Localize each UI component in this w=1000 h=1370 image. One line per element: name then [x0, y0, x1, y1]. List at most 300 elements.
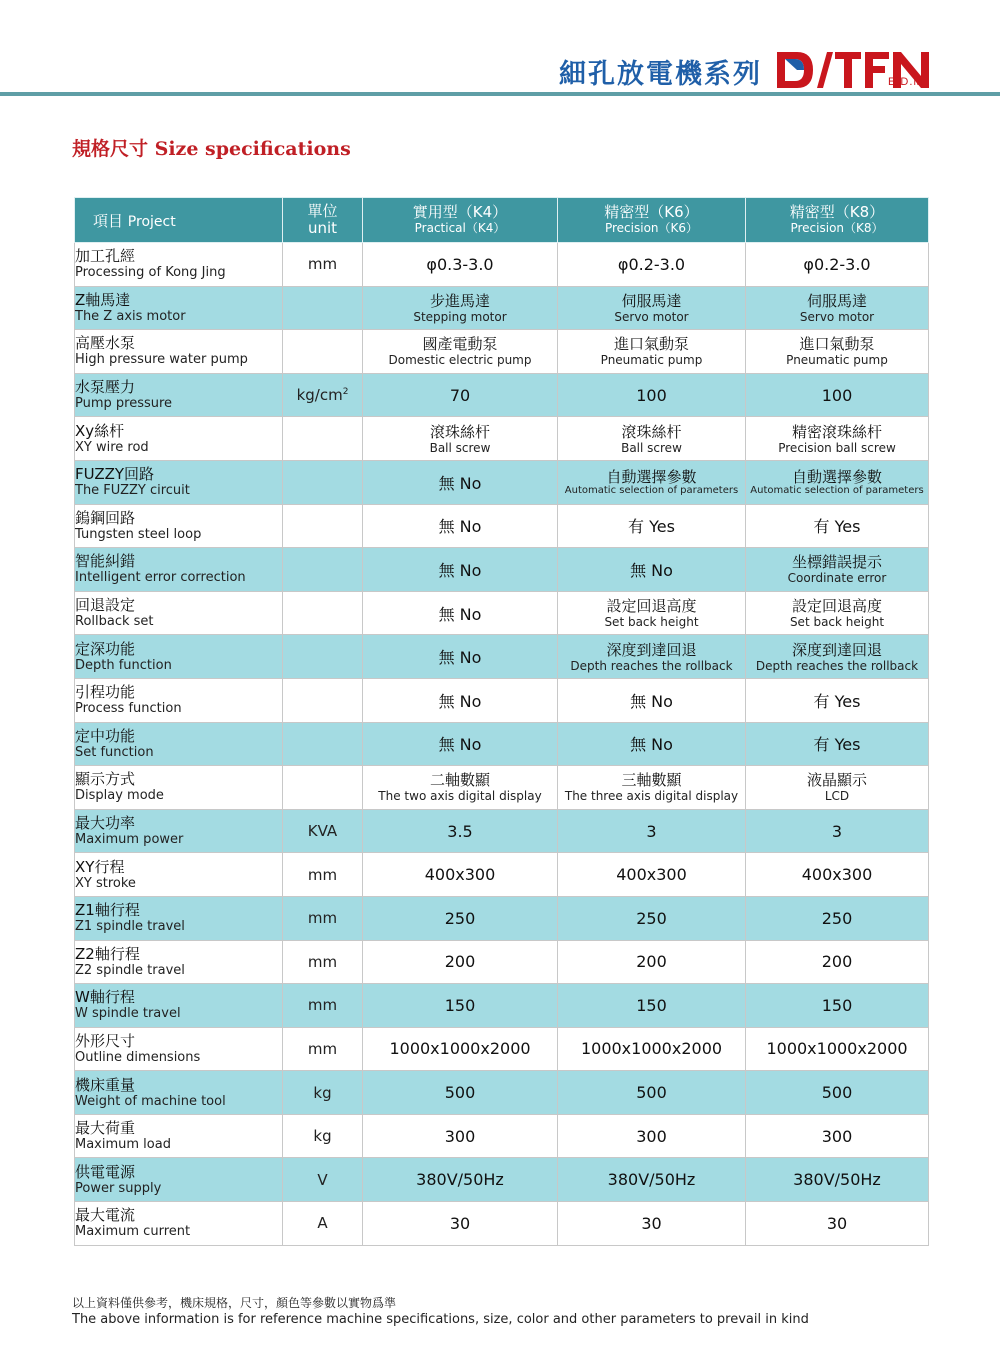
row-value-cell-k4	[363, 1202, 558, 1246]
row-value: 500	[444, 1083, 476, 1103]
table-row	[75, 766, 929, 810]
header-unit-en: unit	[307, 219, 338, 237]
row-unit-cell	[283, 548, 363, 592]
row-value: 150	[444, 995, 476, 1015]
row-unit-cell	[283, 591, 363, 635]
row-item-cn: 外形尺寸	[75, 1031, 136, 1050]
row-value: 150	[636, 995, 667, 1015]
row-item-en: The Z axis motor	[75, 308, 186, 324]
row-value: φ0.2-3.0	[803, 254, 871, 274]
row-item-cell	[75, 635, 283, 679]
header-k8-cn: 精密型（K8）	[789, 203, 885, 221]
row-value-cell-k6	[558, 504, 746, 548]
table-row	[75, 1114, 929, 1158]
header-divider	[0, 92, 1000, 96]
row-item-cell	[75, 548, 283, 592]
row-value-cell-k8	[746, 678, 929, 722]
row-item-cell	[75, 984, 283, 1028]
table-row	[75, 286, 929, 330]
row-value: 200	[636, 952, 667, 972]
row-value-cell-k6	[558, 417, 746, 461]
row-value-en: Coordinate error	[787, 571, 887, 586]
footer-note	[72, 1295, 809, 1329]
table-row	[75, 243, 929, 287]
header-project-cn: 項目	[93, 211, 124, 230]
row-value-cell-k6	[558, 678, 746, 722]
row-unit-cell	[283, 896, 363, 940]
row-value-cn: 坐標錯誤提示	[791, 553, 882, 572]
row-value-cell-k8	[746, 984, 929, 1028]
row-value: 380V/50Hz	[793, 1170, 881, 1190]
row-item-cell	[75, 853, 283, 897]
header-k4	[363, 198, 558, 243]
row-unit-cell	[283, 373, 363, 417]
row-unit-cell	[283, 1158, 363, 1202]
row-unit: mm	[307, 255, 338, 274]
table-row	[75, 635, 929, 679]
row-item-en: The FUZZY circuit	[75, 483, 190, 499]
row-unit-cell	[283, 460, 363, 504]
row-value: 100	[636, 385, 667, 405]
row-value-cell-k4	[363, 766, 558, 810]
row-value-en: Pneumatic pump	[600, 353, 703, 368]
row-item-cn: 加工孔經	[75, 247, 136, 266]
row-item-cn: 最大電流	[75, 1206, 136, 1225]
row-value-cell-k6	[558, 1027, 746, 1071]
row-value-cell-k8	[746, 722, 929, 766]
row-value: 無 No	[438, 560, 482, 580]
row-value-cell-k8	[746, 243, 929, 287]
header-k6-cn: 精密型（K6）	[604, 203, 699, 221]
row-value: 200	[821, 952, 853, 972]
row-value-cn: 液晶顯示	[806, 771, 867, 790]
row-unit: mm	[307, 1039, 338, 1058]
row-value-cell-k4	[363, 504, 558, 548]
row-value-cn: 設定回退高度	[606, 597, 697, 616]
row-value: 30	[641, 1213, 662, 1233]
row-item-cell	[75, 940, 283, 984]
row-item-cell	[75, 286, 283, 330]
row-unit-cell	[283, 722, 363, 766]
row-item-cell	[75, 1114, 283, 1158]
table-row	[75, 417, 929, 461]
row-item-en: W spindle travel	[75, 1006, 181, 1022]
row-value-en: Set back height	[604, 615, 699, 630]
table-row	[75, 504, 929, 548]
row-value-cell-k8	[746, 1071, 929, 1115]
row-item-en: Maximum current	[75, 1224, 191, 1240]
row-item-en: Weight of machine tool	[75, 1093, 226, 1109]
row-value-cell-k8	[746, 1027, 929, 1071]
row-value-cell-k8	[746, 417, 929, 461]
row-value: 無 No	[438, 604, 482, 624]
row-item-cn: 回退設定	[75, 596, 136, 615]
row-value: 150	[821, 995, 853, 1015]
row-value-cn: 精密滾珠絲杆	[791, 422, 882, 441]
row-value-cell-k6	[558, 548, 746, 592]
row-value-cell-k6	[558, 1114, 746, 1158]
row-value-en: Depth reaches the rollback	[755, 658, 919, 673]
row-value-cell-k4	[363, 243, 558, 287]
row-value: 380V/50Hz	[607, 1170, 696, 1190]
row-item-cell	[75, 722, 283, 766]
footer-note-en: The above information is for reference machine specifications, size, color and other parameters to prevail in kind	[72, 1312, 809, 1327]
row-value-cell-k4	[363, 1027, 558, 1071]
row-unit: A	[317, 1214, 328, 1233]
row-value: 無 No	[630, 560, 673, 580]
row-item-en: Z2 spindle travel	[75, 962, 185, 978]
row-value-cn: 深度到達回退	[791, 640, 882, 659]
row-item-cell	[75, 591, 283, 635]
row-value-cell-k4	[363, 940, 558, 984]
row-value: 3	[831, 821, 843, 841]
row-unit-cell	[283, 504, 363, 548]
row-value-en: Servo motor	[799, 309, 875, 324]
row-item-cell	[75, 330, 283, 374]
row-value: 30	[826, 1213, 848, 1233]
spec-table	[74, 197, 929, 1246]
row-item-cell	[75, 504, 283, 548]
row-value-cell-k8	[746, 635, 929, 679]
row-value: 250	[636, 908, 667, 928]
table-row	[75, 678, 929, 722]
row-unit-cell	[283, 286, 363, 330]
table-row	[75, 896, 929, 940]
row-item-cn: 顯示方式	[75, 770, 136, 789]
row-value-cell-k8	[746, 1158, 929, 1202]
row-value-cell-k6	[558, 984, 746, 1028]
row-value-cell-k4	[363, 330, 558, 374]
row-unit: mm	[307, 996, 338, 1015]
row-unit-cell	[283, 853, 363, 897]
row-item-en: XY stroke	[75, 875, 136, 891]
row-value-cn: 設定回退高度	[791, 597, 882, 616]
row-value-en: Domestic electric pump	[388, 353, 532, 368]
row-value-en: Ball screw	[621, 440, 682, 455]
table-row	[75, 1027, 929, 1071]
header-project	[75, 198, 283, 243]
row-unit: mm	[307, 952, 338, 971]
row-unit-cell	[283, 635, 363, 679]
row-unit-cell	[283, 1071, 363, 1115]
row-value: 1000x1000x2000	[389, 1039, 531, 1059]
row-value-cn: 伺服馬達	[621, 291, 682, 310]
row-item-en: Intelligent error correction	[75, 570, 246, 586]
row-value-cell-k6	[558, 853, 746, 897]
row-item-cn: 機床重量	[75, 1075, 136, 1094]
section-title: 規格尺寸 Size specifications	[72, 138, 351, 160]
table-row	[75, 591, 929, 635]
row-value-en: Set back height	[789, 615, 885, 630]
row-item-cn: 定中功能	[75, 726, 136, 745]
row-value: 無 No	[438, 648, 482, 668]
row-value-cn: 國產電動泵	[422, 335, 498, 354]
table-row	[75, 460, 929, 504]
row-item-cn: 供電電源	[75, 1162, 136, 1181]
header-unit-cn: 單位	[307, 202, 338, 220]
row-value-cell-k8	[746, 504, 929, 548]
row-value: 無 No	[438, 517, 482, 537]
row-value-cell-k6	[558, 330, 746, 374]
row-value-cell-k6	[558, 1158, 746, 1202]
row-item-en: Process function	[75, 701, 182, 717]
row-value-cell-k6	[558, 591, 746, 635]
row-value-cell-k8	[746, 286, 929, 330]
row-item-en: Rollback set	[75, 614, 154, 630]
row-value: 300	[636, 1126, 667, 1146]
row-value-cell-k8	[746, 896, 929, 940]
row-value-cell-k4	[363, 548, 558, 592]
row-unit-cell	[283, 1202, 363, 1246]
row-value: 500	[821, 1083, 853, 1103]
row-value-cell-k6	[558, 896, 746, 940]
row-value: 1000x1000x2000	[766, 1039, 908, 1059]
row-value-cell-k6	[558, 940, 746, 984]
row-value: 有 Yes	[813, 517, 861, 537]
row-value-cell-k8	[746, 330, 929, 374]
row-value-cn: 自動選擇參數	[791, 468, 882, 487]
row-value-cell-k8	[746, 1114, 929, 1158]
row-item-cell	[75, 1158, 283, 1202]
table-row	[75, 373, 929, 417]
row-value: φ0.3-3.0	[426, 254, 494, 274]
row-value-cn: 進口氣動泵	[613, 335, 689, 354]
row-unit-cell	[283, 678, 363, 722]
table-row	[75, 1071, 929, 1115]
row-value-cell-k6	[558, 1202, 746, 1246]
row-value: 400x300	[616, 865, 687, 885]
row-value: 無 No	[630, 735, 673, 755]
row-unit-cell	[283, 809, 363, 853]
row-item-en: Depth function	[75, 657, 172, 673]
row-value: φ0.2-3.0	[617, 254, 686, 274]
row-value-en: LCD	[824, 789, 850, 804]
footer-note-cn: 以上資料僅供參考，機床規格，尺寸，顏色等參數以實物爲準	[72, 1296, 397, 1310]
row-value-cell-k4	[363, 1071, 558, 1115]
row-item-cn: Z軸馬達	[75, 290, 131, 309]
table-row	[75, 809, 929, 853]
row-value-cn: 滾珠絲杆	[621, 422, 682, 441]
row-unit: kg/cm	[296, 386, 343, 405]
row-value-cn: 步進馬達	[429, 291, 490, 310]
row-item-cell	[75, 1027, 283, 1071]
row-item-en: Outline dimensions	[75, 1049, 201, 1065]
row-unit: kg	[313, 1127, 332, 1146]
row-value-cn: 深度到達回退	[606, 640, 697, 659]
row-item-cn: Z1軸行程	[75, 901, 140, 920]
row-value-cell-k4	[363, 984, 558, 1028]
row-value: 30	[449, 1213, 471, 1233]
row-item-cn: W軸行程	[75, 988, 135, 1007]
row-item-en: Pump pressure	[75, 396, 173, 412]
row-unit-cell	[283, 330, 363, 374]
row-item-cell	[75, 417, 283, 461]
table-row	[75, 330, 929, 374]
row-unit-cell	[283, 766, 363, 810]
row-unit: V	[317, 1170, 328, 1189]
table-row	[75, 940, 929, 984]
row-item-cn: 水泵壓力	[75, 378, 136, 397]
row-value-cell-k8	[746, 853, 929, 897]
row-unit-cell	[283, 1114, 363, 1158]
row-item-en: Processing of Kong Jing	[75, 265, 226, 281]
row-value-cell-k4	[363, 417, 558, 461]
header-unit	[283, 198, 363, 243]
row-value-cell-k4	[363, 853, 558, 897]
row-value-cn: 滾珠絲杆	[429, 422, 490, 441]
row-item-cell	[75, 1202, 283, 1246]
row-value-cell-k6	[558, 1071, 746, 1115]
row-value: 380V/50Hz	[416, 1170, 504, 1190]
row-value-cell-k4	[363, 286, 558, 330]
table-row	[75, 722, 929, 766]
row-value-cell-k8	[746, 940, 929, 984]
row-value-en: Servo motor	[614, 309, 689, 324]
row-value-en: Depth reaches the rollback	[570, 658, 733, 673]
row-item-cn: 高壓水泵	[75, 334, 136, 353]
row-item-en: Tungsten steel loop	[75, 526, 202, 542]
row-value: 無 No	[438, 735, 482, 755]
row-value: 500	[636, 1083, 667, 1103]
row-value-cn: 伺服馬達	[806, 291, 867, 310]
table-row	[75, 1202, 929, 1246]
row-value-cell-k4	[363, 722, 558, 766]
row-value-en: Pneumatic pump	[786, 353, 888, 368]
row-item-en: High pressure water pump	[75, 352, 248, 368]
row-value: 200	[444, 952, 476, 972]
row-value-cell-k6	[558, 373, 746, 417]
row-item-cn: 最大荷重	[75, 1119, 136, 1138]
row-value: 70	[449, 385, 471, 405]
row-item-cn: 定深功能	[75, 639, 136, 658]
row-value: 400x300	[801, 865, 873, 885]
row-value-en: The two axis digital display	[378, 789, 542, 804]
row-value: 有 Yes	[813, 735, 861, 755]
row-unit-cell	[283, 243, 363, 287]
row-value-en: Ball screw	[429, 440, 491, 455]
row-value-cell-k4	[363, 1158, 558, 1202]
row-value-cell-k4	[363, 460, 558, 504]
table-row	[75, 1158, 929, 1202]
row-value-cn: 三軸數顯	[621, 771, 682, 790]
row-item-cell	[75, 373, 283, 417]
row-value: 無 No	[630, 691, 673, 711]
row-unit: mm	[307, 909, 338, 928]
row-item-en: Z1 spindle travel	[75, 919, 185, 935]
row-unit-cell	[283, 984, 363, 1028]
row-value-cell-k4	[363, 1114, 558, 1158]
row-item-cell	[75, 678, 283, 722]
row-value-cell-k4	[363, 896, 558, 940]
row-value-en: The three axis digital display	[564, 789, 739, 804]
row-item-cn: 最大功率	[75, 814, 136, 833]
row-value-cn: 二軸數顯	[429, 771, 490, 790]
row-value-cell-k4	[363, 809, 558, 853]
row-item-cell	[75, 896, 283, 940]
row-value: 1000x1000x2000	[580, 1039, 723, 1059]
row-value-en: Precision ball screw	[778, 440, 896, 455]
row-item-cn: XY行程	[75, 857, 125, 876]
row-value-cell-k4	[363, 373, 558, 417]
row-value-cell-k4	[363, 635, 558, 679]
row-value-cell-k6	[558, 243, 746, 287]
row-item-cn: 引程功能	[75, 683, 136, 702]
row-value-cell-k6	[558, 722, 746, 766]
header-k8-en: Precision（K8）	[790, 221, 884, 235]
row-value-cn: 自動選擇參數	[606, 468, 697, 487]
page-header	[0, 0, 1000, 98]
row-item-en: Set function	[75, 744, 154, 760]
row-item-cn: Z2軸行程	[75, 944, 140, 963]
row-item-en: Display mode	[75, 788, 164, 804]
row-value: 250	[444, 908, 476, 928]
header-k4-en: Practical（K4）	[414, 221, 506, 235]
header-k6	[558, 198, 746, 243]
row-value-cell-k8	[746, 1202, 929, 1246]
brand-series-title: 細孔放電機系列	[559, 59, 762, 90]
row-value: 400x300	[424, 865, 496, 885]
row-unit-superscript: 2	[342, 387, 349, 398]
row-value-en: Automatic selection of parameters	[564, 485, 739, 497]
row-value-cell-k8	[746, 548, 929, 592]
row-unit: KVA	[307, 822, 338, 841]
row-value-cell-k4	[363, 678, 558, 722]
table-row	[75, 853, 929, 897]
row-item-cell	[75, 809, 283, 853]
row-value-cell-k6	[558, 766, 746, 810]
row-value-cell-k6	[558, 809, 746, 853]
row-item-cn: Xy絲杆	[75, 421, 125, 440]
row-value: 100	[821, 385, 853, 405]
row-item-cn: 鎢鋼回路	[75, 508, 136, 527]
row-value-en: Automatic selection of parameters	[750, 485, 924, 497]
row-value: 無 No	[438, 473, 482, 493]
row-item-cell	[75, 1071, 283, 1115]
row-value: 300	[444, 1126, 476, 1146]
row-value-en: Stepping motor	[413, 309, 507, 324]
row-unit-cell	[283, 417, 363, 461]
header-k8	[746, 198, 929, 243]
table-row	[75, 984, 929, 1028]
row-value-cell-k6	[558, 460, 746, 504]
row-unit-cell	[283, 1027, 363, 1071]
row-value-cell-k6	[558, 286, 746, 330]
row-value-cell-k8	[746, 460, 929, 504]
row-value-cell-k6	[558, 635, 746, 679]
row-item-cell	[75, 460, 283, 504]
table-header-row	[75, 198, 929, 243]
row-item-cell	[75, 766, 283, 810]
row-item-en: XY wire rod	[75, 439, 149, 455]
row-item-cell	[75, 243, 283, 287]
row-item-en: Maximum power	[75, 832, 184, 848]
row-item-cn: 智能糾錯	[75, 552, 136, 571]
row-value: 有 Yes	[813, 691, 861, 711]
row-unit: kg	[313, 1083, 332, 1102]
row-unit: mm	[307, 865, 338, 884]
row-value-cell-k4	[363, 591, 558, 635]
row-value-cell-k8	[746, 373, 929, 417]
row-item-en: Maximum load	[75, 1137, 171, 1153]
row-value-cell-k8	[746, 591, 929, 635]
spec-table-body	[75, 243, 929, 1246]
row-value: 3	[646, 821, 657, 841]
logo-subtitle: E.D.M.	[888, 76, 928, 88]
row-item-en: Power supply	[75, 1180, 162, 1196]
row-value: 3.5	[447, 821, 473, 841]
table-row	[75, 548, 929, 592]
row-value: 有 Yes	[628, 517, 675, 537]
